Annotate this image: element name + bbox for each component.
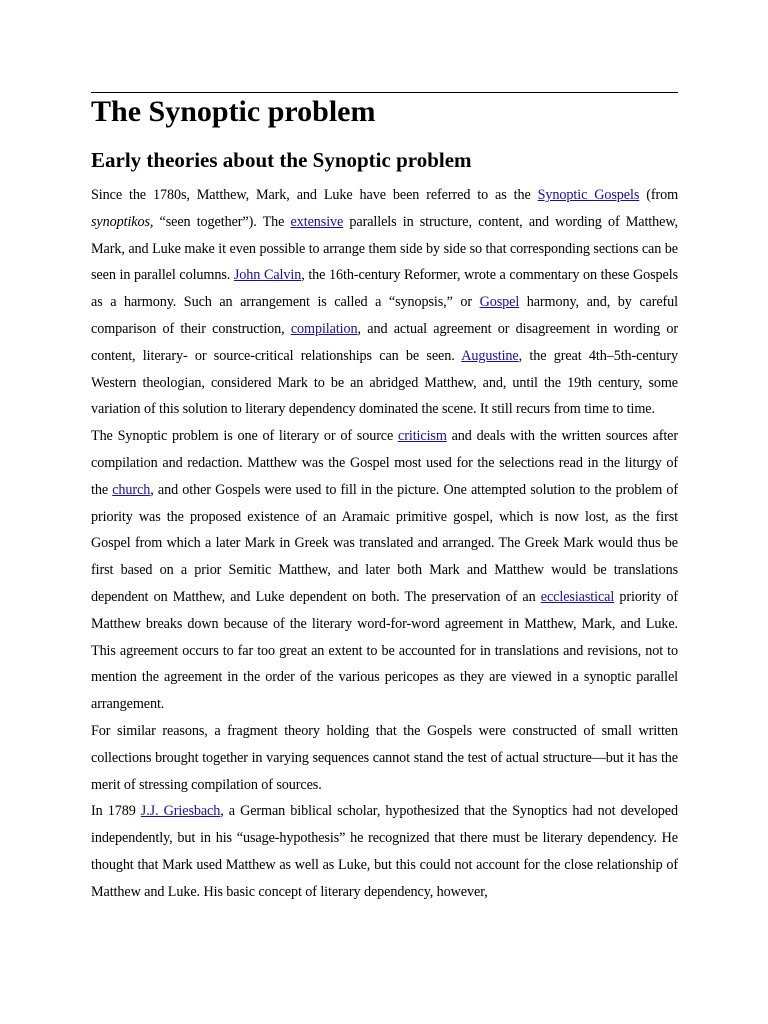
body-text: (from — [639, 187, 679, 203]
body-text: , and other Gospels were used to fill in the picture. One attempted solution to the problem of priority was the proposed existence of an Aramaic primitive gospel, which is now lost, as the first Gospel from which a later Mark in Greek was translated and arranged. The Greek Mark would thus be first based on a prior Semitic Matthew, and later both Mark and Matthew would be translations dependent on Matthew, and Luke dependent on both. The preservation of an — [91, 481, 678, 605]
link-criticism[interactable]: criticism — [398, 428, 447, 445]
body-text: Since the 1780s, Matthew, Mark, and Luke have been referred to as the — [91, 187, 538, 203]
link-compilation[interactable]: compilation — [290, 320, 358, 337]
page-title: The Synoptic problem — [91, 95, 376, 128]
link-augustine[interactable]: Augustine — [461, 347, 519, 364]
link-extensive[interactable]: extensive — [290, 213, 344, 230]
body-text: harmony, and, by careful comparison of their construction, — [91, 294, 679, 337]
article-body — [91, 182, 678, 906]
paragraph — [91, 423, 678, 718]
body-text: , the 16th-century Reformer, wrote a commentary on these Gospels as a harmony. Such an arrangement is called a “synopsis,” or — [91, 267, 678, 311]
body-text: The Synoptic problem is one of literary or of source — [91, 428, 399, 445]
paragraph — [91, 182, 678, 423]
body-text: , the great 4th–5th-century Western theologian, considered Mark to be an abridged Matthew, and, until the 19th century, some variation of this solution to literary dependency dominated the scene. It still recurs from time to time. — [91, 347, 678, 418]
body-text: In 1789 — [91, 803, 141, 820]
link-john-calvin[interactable]: John Calvin — [233, 267, 302, 284]
link-ecclesiastical[interactable]: ecclesiastical — [540, 588, 615, 605]
link-gospel[interactable]: Gospel — [479, 294, 520, 311]
body-text: and deals with the written sources after compilation and redaction. Matthew was the Gospel most used for the selections read in the liturgy of the — [91, 428, 678, 498]
paragraph — [91, 718, 678, 798]
body-text: priority of Matthew breaks down because of the literary word-for-word agreement in Matthew, Mark, and Luke. This agreement occurs to far too great an extent to be accounted for in translations and revisions, not to mention the agreement in the order of the various pericopes as they are viewed in a synoptic parallel arrangement. — [91, 588, 678, 713]
emphasis-text: synoptikos — [91, 213, 150, 230]
paragraph — [91, 798, 678, 905]
link-synoptic-gospels[interactable]: Synoptic Gospels — [537, 187, 640, 203]
body-text: For similar reasons, a fragment theory holding that the Gospels were constructed of small written collections brought together in varying sequences cannot stand the test of actual structure—but it has the merit of stressing compilation of sources. — [91, 722, 678, 793]
body-text: , “seen together”). The — [149, 213, 291, 230]
link-j-j-griesbach[interactable]: J.J. Griesbach — [140, 803, 221, 820]
section-heading: Early theories about the Synoptic problem — [91, 148, 472, 172]
body-text: , a German biblical scholar, hypothesized that the Synoptics had not developed independently, but in his “usage-hypothesis” he recognized that there must be literary dependency. He thought that Mark used Matthew as well as Luke, but this could not account for the close relationship of Matthew and Luke. His basic concept of literary dependency, however, — [91, 803, 678, 900]
body-text: , and actual agreement or disagreement in wording or content, literary- or source-critical relationships can be seen. — [91, 320, 678, 364]
body-text: parallels in structure, content, and wording of Matthew, Mark, and Luke make it even possible to arrange them side by side so that corresponding sections can be seen in parallel columns. — [91, 213, 679, 284]
link-church[interactable]: church — [112, 481, 151, 498]
